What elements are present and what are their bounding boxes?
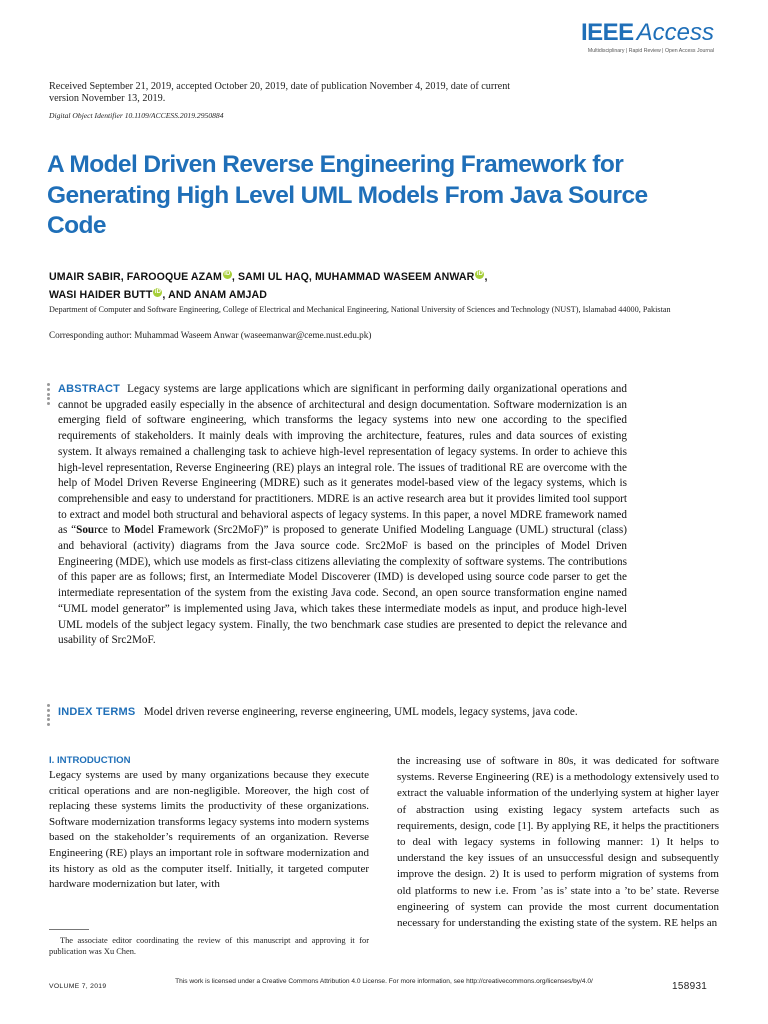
intro-left-column bbox=[49, 754, 369, 893]
corresponding-author: Corresponding author: Muhammad Waseem Anwar (waseemanwar@ceme.nust.edu.pk) bbox=[49, 330, 372, 340]
footnote-divider bbox=[49, 929, 89, 930]
journal-logo bbox=[581, 20, 714, 54]
index-terms: INDEX TERMS Model driven reverse engineering, reverse engineering, UML models, legacy systems, java code. bbox=[58, 706, 578, 718]
page-number: 158931 bbox=[672, 981, 708, 992]
author-list: UMAIR SABIR, FAROOQUE AZAM iD, SAMI UL HAQ, MUHAMMAD WASEEM ANWAR iD, WASI HAIDER BUTT iD, AND ANAM AMJAD bbox=[49, 271, 488, 301]
affiliation: Department of Computer and Software Engineering, College of Electrical and Mechanical Engineering, National University of Sciences and Technology (NUST), Islamabad 44000, Pakistan bbox=[49, 305, 671, 314]
volume-label: VOLUME 7, 2019 bbox=[49, 983, 107, 990]
intro-paragraph-left: Legacy systems are used by many organizations because they execute critical operations and are non-negligible. Moreover, the high cost of replacing these systems limits the productivity of these organizations. Software modernization transforms legacy systems into modern systems based on the stakeholder’s requirements of an organization. Reverse Engineering (RE) plays an important role in software modernization and its history as old as the computer itself. Initially, it targeted computer hardware modernization but later, with bbox=[49, 769, 369, 891]
intro-paragraph-right: the increasing use of software in 80s, it was dedicated for software systems. Reverse Engineering (RE) is a methodology extensively used to extract the valuable information of the underlying system at higher layer of abstraction using existing legacy system artefacts such as requirements, design, code [1]. By applying RE, it helps the practitioners to deal with legacy systems in following manner: 1) It helps to understand the key issues of an unsuccessful design and subsequently improve the design. 2) It is used to perform migration of systems from old platforms to new i.e. From ’as is’ state into a ’to be’ state. Reverse engineering of system can provide the most current documentation necessary for understanding the existing state of the system. RE helps an bbox=[397, 755, 719, 930]
section-heading-introduction: I. INTRODUCTION bbox=[49, 755, 131, 766]
section-marker-icon bbox=[47, 704, 51, 728]
paper-title: A Model Driven Reverse Engineering Framework for Generating High Level UML Models From Java Source Code bbox=[47, 151, 648, 239]
abstract-heading: ABSTRACT bbox=[58, 383, 121, 395]
orcid-icon[interactable]: iD bbox=[154, 289, 162, 295]
footnote: The associate editor coordinating the review of this manuscript and approving it for publication was Xu Chen. bbox=[49, 936, 369, 956]
received-dates: Received September 21, 2019, accepted October 20, 2019, date of publication November 4, 2019, date of current version November 13, 2019. bbox=[49, 81, 511, 105]
section-marker-icon bbox=[47, 383, 51, 407]
doi: Digital Object Identifier 10.1109/ACCESS.2019.2950884 bbox=[49, 111, 224, 120]
abstract: ABSTRACT Legacy systems are large applications which are significant in performing daily organizational operations and cannot be upgraded easily especially in the absence of architectural and design documentation. Software modernization is an emerging field of software engineering, which transforms the legacy systems into new one according to the specified requirements of stakeholders. It mainly deals with improving the architecture, features, rules and data sources of existing system. It always remained a challenging task to achieve high-level representation of legacy systems. In order to achieve this high-level representation, Reverse Engineering (RE) plays an integral role. The issues of traditional RE are overcome with the help of Model Driven Reverse Engineering (MDRE) such as it generates model-based view of the legacy systems, which is comprehensible and easy to understand for practitioners. MDRE is an active research area but it provides limited tool support to extract and model both structural and behavioral aspects of legacy systems. In this paper, a novel MDRE framework named as “Source to Model Framework (Src2MoF)” is proposed to generate Unified Modeling Language (UML) structural (class) and behavioral (activity) diagrams from the Java source code. Src2MoF is based on the principles of Model Driven Engineering (MDE), which use models as first-class citizens alleviating the complexity of software systems. The contributions of this paper are as follows; first, an Intermediate Model Discoverer (IMD) is developed using source code parser to get the intermediate representation of the system from the existing Java code. Second, an open source transformation engine named “UML model generator” is implemented using Java, which takes these intermediate models as input, and produce high-level UML models of the subject legacy system. Finally, the two benchmark case studies are presented to depict the relevance and usability of Src2MoF. bbox=[58, 383, 627, 647]
intro-right-column bbox=[397, 753, 719, 931]
license-notice[interactable]: This work is licensed under a Creative Commons Attribution 4.0 License. For more information, see http://creativecommons.org/licenses/by/4.0/ bbox=[175, 978, 593, 985]
logo-tagline: Multidisciplinary | Rapid Review | Open Access Journal bbox=[587, 48, 714, 54]
logo-wordmark: IEEE Access bbox=[580, 19, 714, 46]
index-terms-heading: INDEX TERMS bbox=[58, 706, 136, 718]
orcid-icon[interactable]: iD bbox=[224, 271, 231, 277]
orcid-icon[interactable]: iD bbox=[476, 271, 484, 277]
